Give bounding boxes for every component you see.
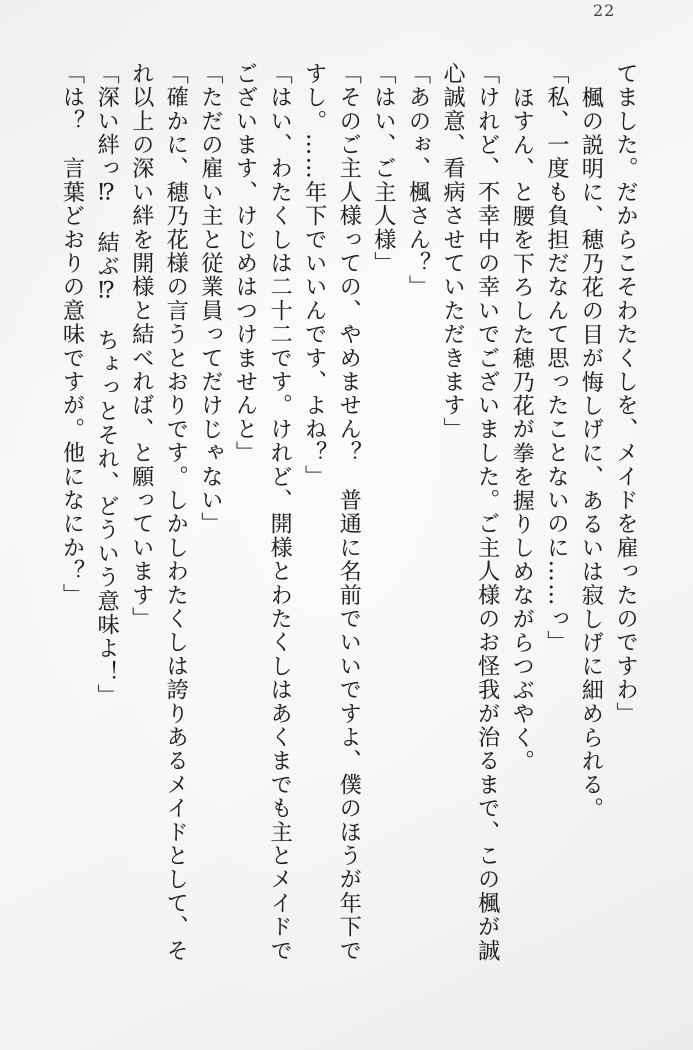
text-line: 「確かに、穂乃花様の言うとおりです。しかしわたくしは誇りあるメイドとして、そ bbox=[163, 62, 189, 963]
text-line: れ以上の深い絆を開様と結べれば、と願っています」 bbox=[128, 62, 154, 631]
text-line: 「私、一度も負担だなんて思ったことないのに……っ」 bbox=[543, 62, 569, 655]
text-line: ほすん、と腰を下ろした穂乃花が拳を握りしめながらつぶやく。 bbox=[509, 86, 535, 774]
text-line: 「はい、わたくしは二十二です。けれど、開様とわたくしはあくまでも主とメイドで bbox=[267, 62, 293, 963]
text-line: 楓の説明に、穂乃花の目が悔しげに、あるいは寂しげに細められる。 bbox=[578, 86, 604, 821]
text-line: 「はい、ご主人様」 bbox=[370, 62, 396, 276]
text-line: ございます、けじめはつけませんと」 bbox=[232, 62, 258, 465]
text-line: てました。だからこそわたくしを、メイドを雇ったのですわ」 bbox=[613, 62, 638, 726]
text-line: 「深い絆っ⁉ 結ぶ⁉ ちょっとそれ、どういう意味よ！」 bbox=[94, 62, 120, 708]
text-line: すし。……年下でいいんです、よね？」 bbox=[301, 62, 327, 489]
text-line: 心誠意、看病させていただきます」 bbox=[440, 62, 466, 442]
text-line: 「けれど、不幸中の幸いでございました。ご主人様のお怪我が治るまで、この楓が誠 bbox=[474, 62, 500, 963]
text-block bbox=[54, 62, 642, 984]
text-line: 「そのご主人様っての、やめません？ 普通に名前でいいですよ、僕のほうが年下で bbox=[336, 62, 362, 963]
text-line: 「あのぉ、楓さん？」 bbox=[405, 62, 431, 299]
page-number: 22 bbox=[593, 1, 616, 20]
text-line: 「ただの雇い主と従業員ってだけじゃない」 bbox=[197, 62, 223, 536]
text-line: 「は？ 言葉どおりの意味ですが。他になにか？」 bbox=[59, 62, 85, 608]
